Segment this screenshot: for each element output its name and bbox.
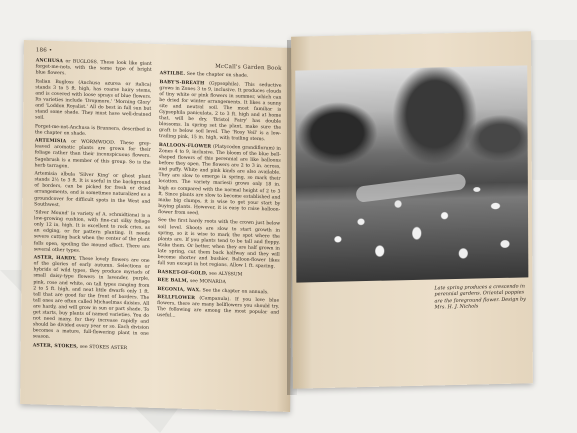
paragraph bbox=[159, 80, 282, 145]
paragraph bbox=[35, 124, 151, 140]
entry-heading: ASTER, STOKES, bbox=[32, 343, 79, 350]
photo-caption: Late spring produces a crescendo in perennial gardens. Oriental poppies are the foreground flower. Design by Mrs. H. J. Nichols bbox=[434, 283, 526, 311]
entry-text: (Platycodon grandiflorum) in Zones 4 to 9, inclusive. The bloom of the blue bell-shaped flowers of this perennial are like balloons before they open. The flowers are 2 to 3 in. across, and puffy. White and pink kinds are also available. They are slow to emerge in spring, so mark their location. The variety mariesii grows only 18 in. high as compared with the normal height of 2 to 3 ft. Since plants are slow to become established and make big clumps, it is wise to get your start by buying plants. However, it is easy to raise balloon-flower from seed. bbox=[158, 144, 281, 217]
entry-heading: BASKET-OF-GOLD, bbox=[157, 269, 208, 277]
entry-heading: ARTEMISIA bbox=[34, 138, 67, 145]
paragraph bbox=[33, 255, 150, 344]
entry-text: Artemisia albula 'Silver King' or ghost plant stands 2½ to 3 ft. It is useful in the background of borders, can be picked for fresh or dried arrangements, and is sometimes naturalized as a groundcover for difficult spots in the West and Southwest. bbox=[34, 171, 151, 208]
entry-text: See the first hardy roots with the crown just below soil level. Shoots are slow to start growth in spring, so it is wise to mark the spot where the plants are. If you plants tend to be tall and floppy, stake them. Or better, when they are half grown in late spring, cut them back halfway and they will become shorter and bushier. Balloon-flower likes full sun except in hot regions. Allow 1 ft. spacing. bbox=[157, 218, 281, 270]
entry-text: 'Silver Mound' (a variety of A. schmidtiana) is a low-growing cushion, with fine-cut silky foliage only 12 in. high. It is excellent to rock cries, as an edging, or for pattern planting. It needs severe cutting back when the center of the plant falls open, spoiling the mound effect. There are several other types. bbox=[33, 210, 151, 254]
left-page-number: 186 • bbox=[35, 47, 53, 54]
paragraph bbox=[34, 210, 150, 256]
entry-text: or BUGLOSS. These look like giant forget-me-nots, with the same type of bright blue flowers. bbox=[35, 59, 152, 77]
paragraph bbox=[158, 143, 281, 220]
right-page bbox=[291, 31, 533, 388]
entry-text: see MONARDA bbox=[190, 279, 226, 286]
entry-heading: BELLFLOWER bbox=[157, 295, 196, 302]
left-page-column-1 bbox=[32, 58, 152, 401]
entry-heading: BEGONIA, WAX. bbox=[157, 286, 201, 293]
entry-heading: BALLOON-FLOWER bbox=[158, 142, 212, 150]
paragraph bbox=[35, 139, 151, 173]
left-page bbox=[20, 40, 294, 412]
garden-path bbox=[355, 173, 466, 203]
paragraph bbox=[157, 295, 279, 323]
entry-heading: ASTER, HARDY. bbox=[33, 255, 77, 262]
entry-text: See the chapter on annuals. bbox=[202, 287, 269, 295]
entry-heading: ASTILBE. bbox=[159, 71, 186, 77]
entry-heading: BEE BALM, bbox=[157, 278, 189, 284]
paragraph bbox=[34, 172, 150, 212]
entry-text: see STOKES ASTER bbox=[79, 344, 128, 351]
paragraph bbox=[36, 58, 152, 80]
garden-photograph bbox=[295, 65, 528, 282]
entry-text: or WORMWOOD. These grey-leaved aromatic plants are grown for their foliage rather than their inconspicuous flowers. Sagebrush is a member of this group. So is the herb tarragon. bbox=[34, 139, 151, 170]
entry-text: These lovely flowers are one of the glories of early autumn. Selections or hybrids of wild types, they produce myriads of small daisy-type flowers in lavender, purple, pink, rose and white, on tall types ranging from 2 to 5 ft. high, and neat little dwarfs only 1 ft. tall that are good for the front of borders. The tall ones are often called Michaelmas daisies. All are hardy, and will grow in sun or part shade. To get starts, buy plants of named varieties. You do not need many, for they increase rapidly and should be divided every year or so. Each division becomes a mature, full-flowering plant in one season. bbox=[32, 256, 150, 341]
entry-text: See the chapter on shade. bbox=[186, 71, 249, 79]
entry-heading: BABY'S-BREATH bbox=[159, 79, 205, 86]
running-header: McCall's Garden Book bbox=[215, 63, 282, 72]
entry-heading: ANCHUSA bbox=[35, 58, 64, 65]
paragraph bbox=[35, 79, 151, 125]
entry-text: (Gypsophila). This seductive grows in Zones 3 to 9, inclusive. It produces clouds of tiny white or pink flowers in summer, which can be dried for winter arrangements. It likes a sunny site and neutral soil. The most familiar is Gypsophila paniculata, 2 to 3 ft. high and at home that, will be dry. 'Bristol Fairy' has double blossoms. In spring set the plant, make sure the graft is below soil level. The 'Rosy Veil' is a low-trailing pink, 15 in. high, with trailing stems. bbox=[158, 81, 282, 143]
entry-text: Forget-me-not-Anchusa is Brunnera, described in the chapter on shade. bbox=[34, 124, 152, 137]
paragraph bbox=[158, 218, 281, 270]
left-page-column-2 bbox=[156, 62, 282, 406]
paragraph bbox=[33, 343, 149, 353]
entry-text: Italian Bugloss (Anchusa azurea or italica) stands 3 to 5 ft. high, has coarse hairy stems, and is covered with loose sprays of blue flowers. Its varieties include 'Dropmore,' 'Morning Glory' and 'Loddon Royalist.' All do best in full sun but stand some shade. They must have well-drained soil. bbox=[35, 79, 152, 121]
entry-text: see ALYSSUM bbox=[209, 271, 243, 278]
entry-text: (Campanula). If you love blue flowers, there are many bellflowers you should try. The following are among the most popular and useful... bbox=[157, 296, 280, 319]
